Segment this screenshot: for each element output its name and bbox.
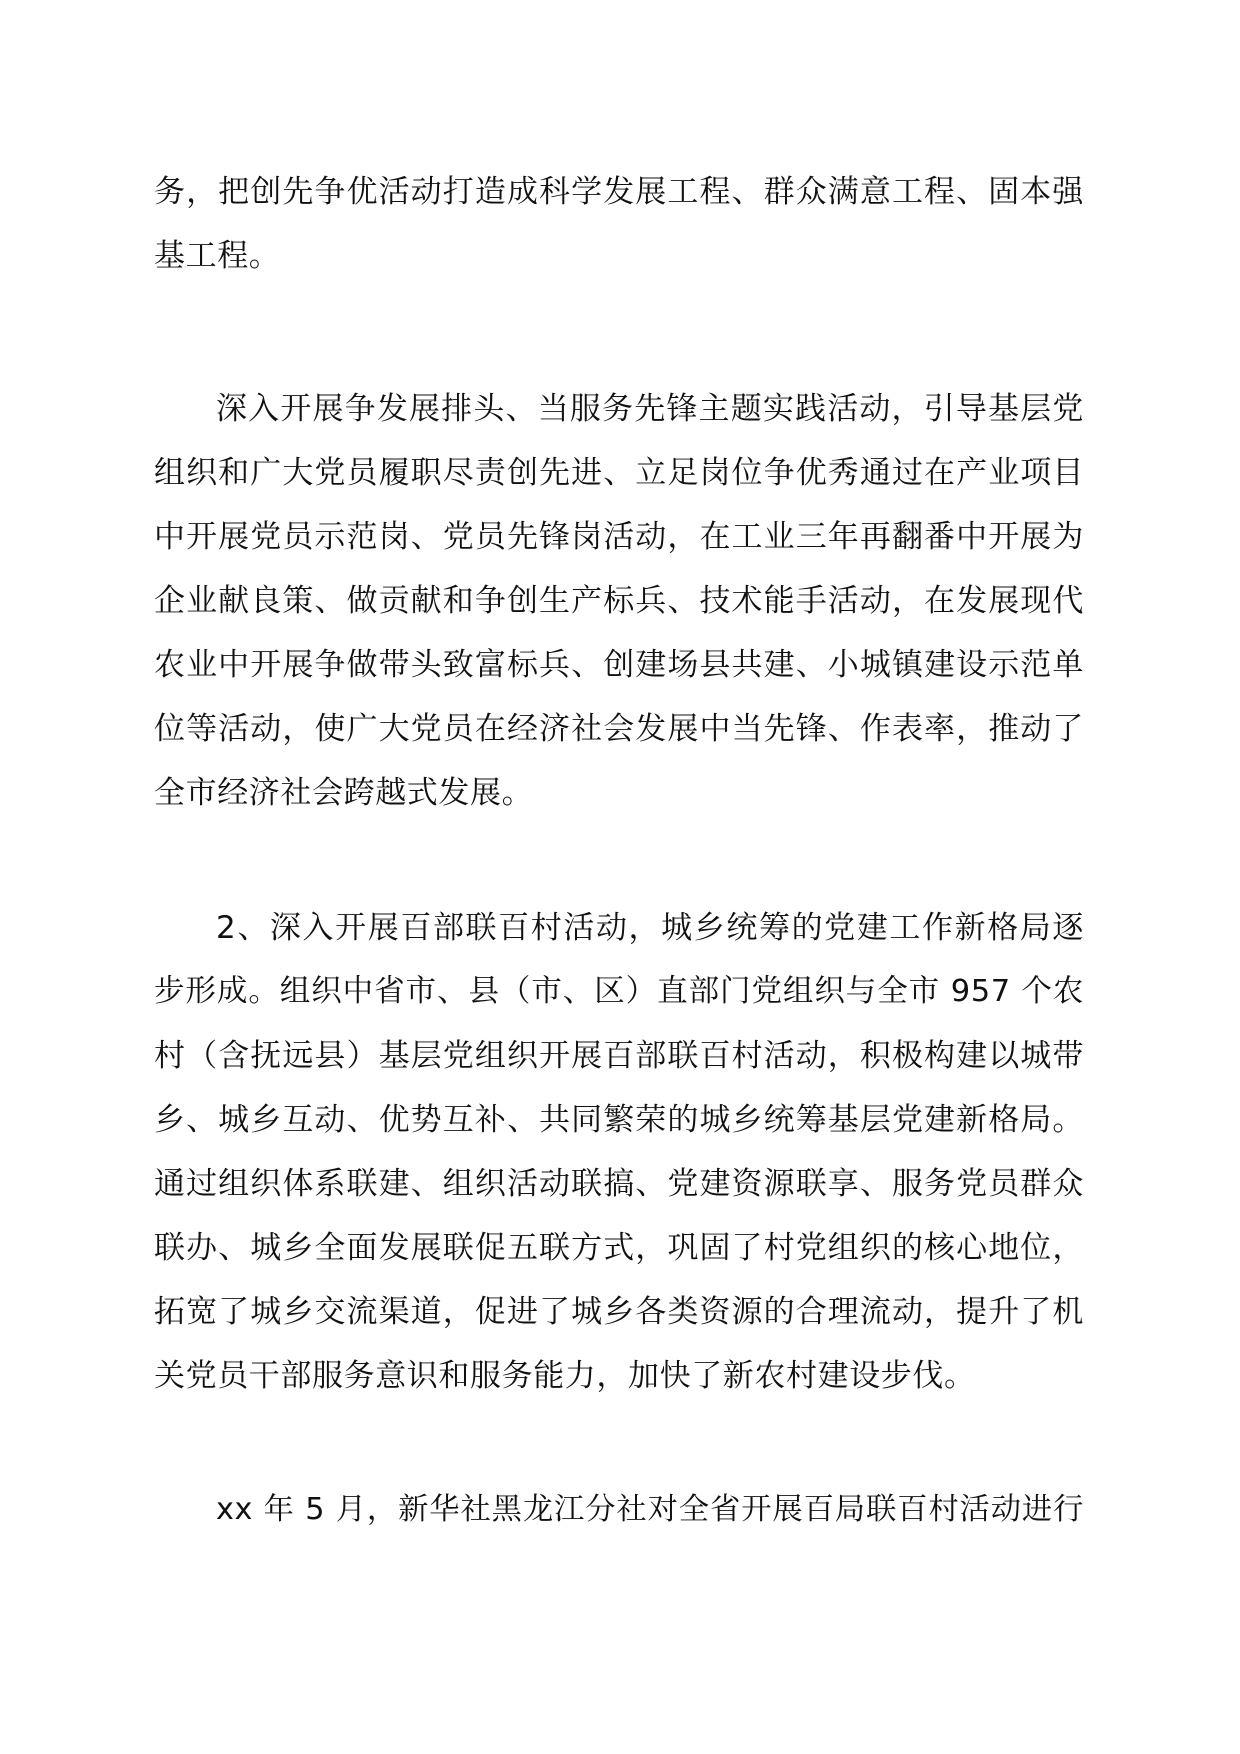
text-line: xx 年 5 月，新华社黑龙江分社对全省开展百局联百村活动进行	[216, 1492, 1084, 1527]
text-line: 企业献良策、做贡献和争创生产标兵、技术能手活动，在发展现代	[154, 583, 1084, 619]
paragraph-theme-practice	[154, 377, 1084, 825]
text-line: 2、深入开展百部联百村活动，城乡统筹的党建工作新格局逐	[216, 910, 1084, 946]
text-line: 农业中开展争做带头致富标兵、创建场县共建、小城镇建设示范单	[154, 647, 1084, 683]
paragraph-xinhua-report	[154, 1478, 1084, 1542]
paragraph-continuation	[154, 160, 1084, 288]
text-line: 中开展党员示范岗、党员先锋岗活动，在工业三年再翻番中开展为	[154, 519, 1084, 555]
text-line: 村（含抚远县）基层党组织开展百部联百村活动，积极构建以城带	[154, 1038, 1084, 1074]
text-line: 拓宽了城乡交流渠道，促进了城乡各类资源的合理流动，提升了机	[154, 1294, 1084, 1330]
text-line: 乡、城乡互动、优势互补、共同繁荣的城乡统筹基层党建新格局。	[154, 1102, 1084, 1138]
text-line: 联办、城乡全面发展联促五联方式，巩固了村党组织的核心地位，	[154, 1230, 1084, 1266]
text-line: 务，把创先争优活动打造成科学发展工程、群众满意工程、固本强	[154, 174, 1084, 210]
paragraph-hundred-departments	[154, 896, 1084, 1408]
text-line: 关党员干部服务意识和服务能力，加快了新农村建设步伐。	[154, 1358, 976, 1394]
text-line: 通过组织体系联建、组织活动联搞、党建资源联享、服务党员群众	[154, 1166, 1084, 1202]
text-line: 基工程。	[154, 238, 281, 274]
text-line: 步形成。组织中省市、县（市、区）直部门党组织与全市 957 个农	[154, 974, 1084, 1009]
text-line: 组织和广大党员履职尽责创先进、立足岗位争优秀通过在产业项目	[154, 455, 1084, 491]
text-line: 位等活动，使广大党员在经济社会发展中当先锋、作表率，推动了	[154, 711, 1084, 747]
text-line: 全市经济社会跨越式发展。	[154, 775, 534, 811]
text-line: 深入开展争发展排头、当服务先锋主题实践活动，引导基层党	[216, 391, 1084, 427]
